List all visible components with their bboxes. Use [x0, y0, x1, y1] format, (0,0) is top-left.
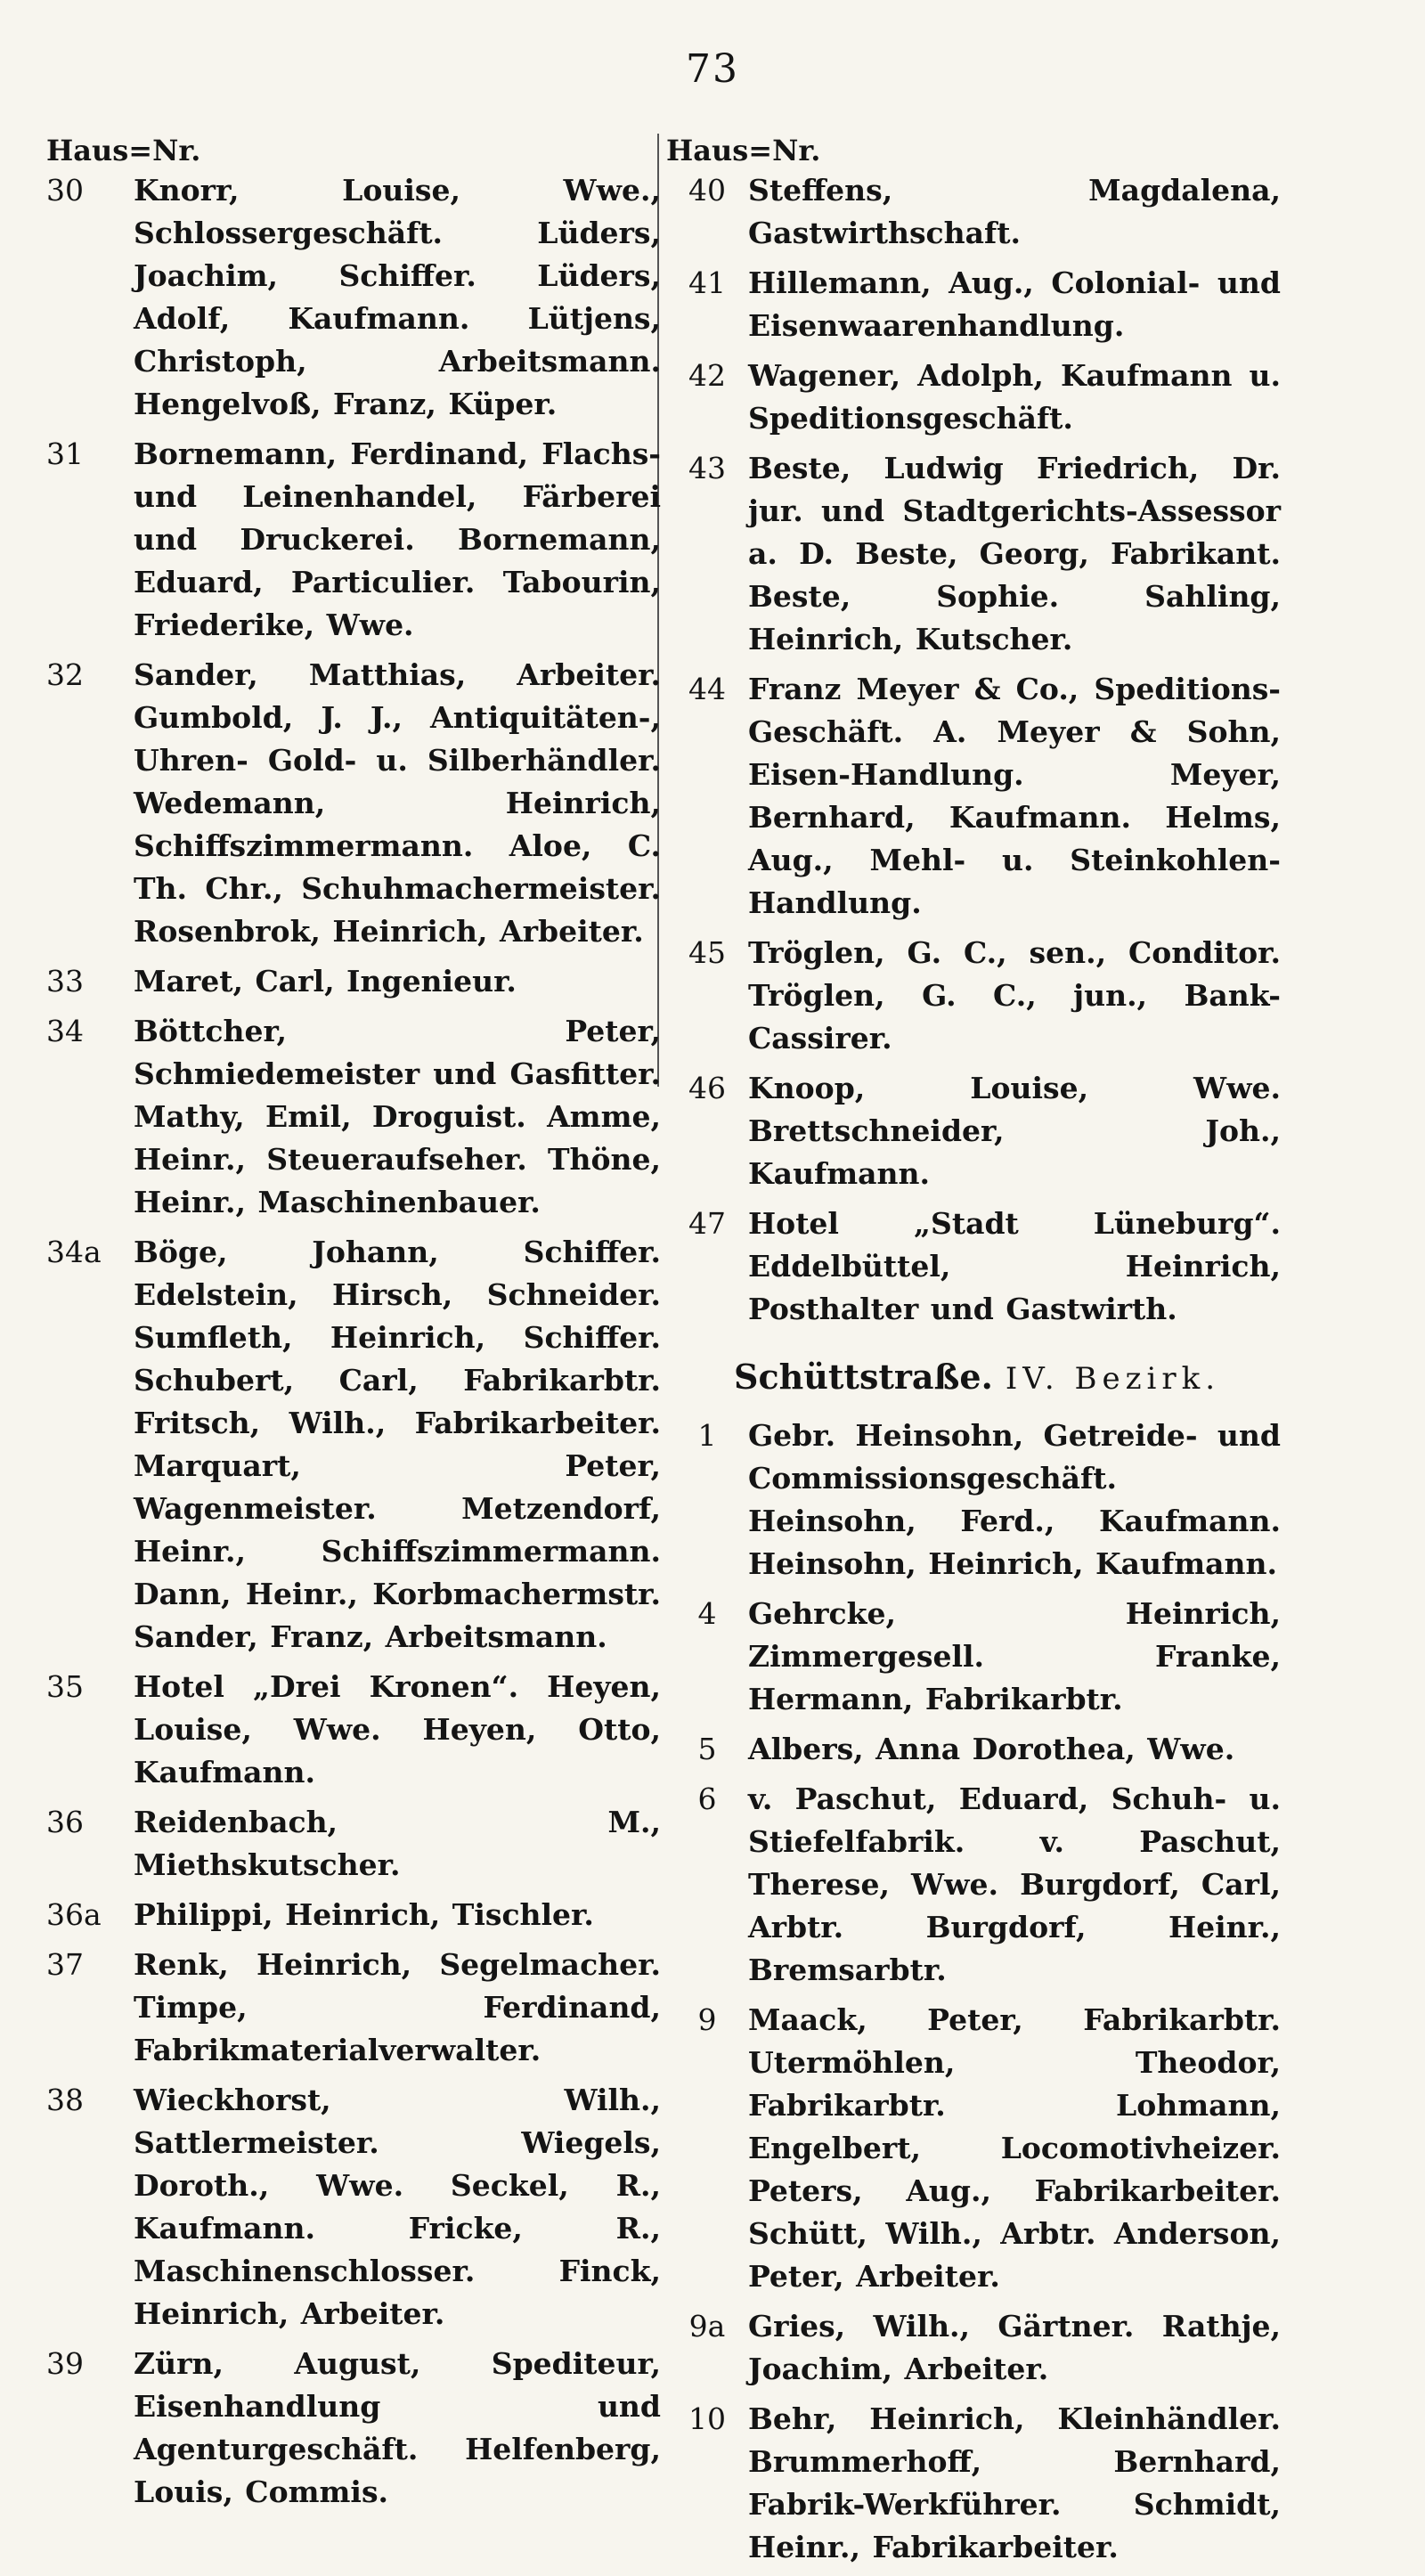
directory-entry [46, 1801, 661, 1887]
directory-entry [666, 1778, 1281, 1992]
directory-entry [46, 1666, 661, 1794]
house-number: 4 [697, 1596, 717, 1631]
entry-text: Wagener, Adolph, Kaufmann u. Speditionsgeschäft. [748, 358, 1281, 436]
directory-entry [46, 960, 661, 1003]
house-number: 42 [688, 358, 726, 393]
directory-entry [666, 1728, 1281, 1771]
house-number: 36 [46, 1805, 84, 1839]
house-number: 9a [688, 2309, 726, 2344]
left-column [46, 132, 661, 2521]
house-number: 38 [46, 2083, 84, 2117]
entry-text: Reidenbach, M., Miethskutscher. [134, 1805, 661, 1882]
house-number: 30 [46, 173, 84, 208]
entry-text: Steffens, Magdalena, Gastwirthschaft. [748, 173, 1281, 250]
entry-text: Sander, Matthias, Arbeiter. Gumbold, J. J., Antiquitäten-, Uhren- Gold- u. Silberhändler. Wedemann, Heinrich, Schiffszimmermann. Aloe, C. Th. Chr., Schuhmachermeister. Rosenbrok, Heinrich, Arbeiter. [134, 657, 661, 949]
directory-entry [666, 1067, 1281, 1195]
directory-entry [666, 668, 1281, 925]
directory-entry [46, 1231, 661, 1659]
house-number: 31 [46, 436, 84, 471]
house-number: 36a [46, 1897, 102, 1932]
directory-entry [666, 1593, 1281, 1721]
street-district: IV. Bezirk. [1005, 1361, 1221, 1397]
house-number: 40 [688, 173, 726, 208]
directory-entry [666, 1414, 1281, 1586]
entry-text: Böge, Johann, Schiffer. Edelstein, Hirsch, Schneider. Sumfleth, Heinrich, Schiffer. Schubert, Carl, Fabrikarbtr. Fritsch, Wilh., Fabrikarbeiter. Marquart, Peter, Wagenmeister. Metzendorf, Heinr., Schiffszimmermann. Dann, Heinr., Korbmachermstr. Sander, Franz, Arbeitsmann. [134, 1235, 661, 1654]
entry-text: Behr, Heinrich, Kleinhändler. Brummerhoff, Bernhard, Fabrik-Werkführer. Schmidt, Heinr., Fabrikarbeiter. [748, 2401, 1281, 2564]
entry-text: Knoop, Louise, Wwe. Brettschneider, Joh., Kaufmann. [748, 1071, 1281, 1191]
entry-text: Knorr, Louise, Wwe., Schlossergeschäft. Lüders, Joachim, Schiffer. Lüders, Adolf, Kaufmann. Lütjens, Christoph, Arbeitsmann. Hengelvoß, Franz, Küper. [134, 173, 661, 421]
house-number: 33 [46, 964, 84, 999]
house-number: 37 [46, 1947, 84, 1982]
directory-entry [666, 169, 1281, 255]
directory-entry [46, 1944, 661, 2072]
house-number: 44 [688, 672, 726, 706]
house-number: 45 [688, 935, 726, 970]
right-entries [666, 169, 1281, 1331]
directory-entry [46, 433, 661, 647]
entry-text: Franz Meyer & Co., Speditions-Geschäft. A. Meyer & Sohn, Eisen-Handlung. Meyer, Bernhard, Kaufmann. Helms, Aug., Mehl- u. Steinkohlen-Handlung. [748, 672, 1281, 920]
house-number: 1 [697, 1418, 717, 1453]
directory-entry [46, 1010, 661, 1224]
house-number: 43 [688, 451, 726, 485]
directory-entry [666, 2398, 1281, 2569]
entry-text: Wieckhorst, Wilh., Sattlermeister. Wiegels, Doroth., Wwe. Seckel, R., Kaufmann. Fricke, R., Maschinenschlosser. Finck, Heinrich, Arbeiter. [134, 2083, 661, 2331]
directory-entry [666, 447, 1281, 661]
directory-entry [666, 355, 1281, 440]
column-header: Haus=Nr. [666, 134, 821, 167]
house-number: 10 [688, 2401, 726, 2436]
street-entries [666, 1414, 1281, 2569]
entry-text: Beste, Ludwig Friedrich, Dr. jur. und Stadtgerichts-Assessor a. D. Beste, Georg, Fabrikant. Beste, Sophie. Sahling, Heinrich, Kutscher. [748, 451, 1281, 656]
directory-entry [666, 1202, 1281, 1331]
entry-text: Gehrcke, Heinrich, Zimmergesell. Franke, Hermann, Fabrikarbtr. [748, 1596, 1281, 1716]
directory-entry [46, 654, 661, 953]
column-header: Haus=Nr. [46, 134, 201, 167]
entry-text: Hillemann, Aug., Colonial- und Eisenwaarenhandlung. [748, 265, 1281, 343]
entry-text: Renk, Heinrich, Segelmacher. Timpe, Ferdinand, Fabrikmaterialverwalter. [134, 1947, 661, 2067]
street-heading [734, 1354, 1281, 1402]
directory-entry [666, 1999, 1281, 2298]
entry-text: Hotel „Drei Kronen“. Heyen, Louise, Wwe. Heyen, Otto, Kaufmann. [134, 1669, 661, 1789]
house-number: 39 [46, 2346, 84, 2381]
entry-text: Hotel „Stadt Lüneburg“. Eddelbüttel, Heinrich, Posthalter und Gastwirth. [748, 1206, 1281, 1326]
entry-text: Maret, Carl, Ingenieur. [134, 964, 517, 999]
directory-entry [46, 2079, 661, 2336]
entry-text: Böttcher, Peter, Schmiedemeister und Gasfitter. Mathy, Emil, Droguist. Amme, Heinr., Steueraufseher. Thöne, Heinr., Maschinenbauer. [134, 1014, 661, 1219]
entry-text: Gries, Wilh., Gärtner. Rathje, Joachim, Arbeiter. [748, 2309, 1281, 2386]
entry-text: Philippi, Heinrich, Tischler. [134, 1897, 594, 1932]
house-number: 47 [688, 1206, 726, 1241]
entry-text: Albers, Anna Dorothea, Wwe. [748, 1732, 1235, 1766]
house-number: 41 [688, 265, 726, 300]
entry-text: Maack, Peter, Fabrikarbtr. Utermöhlen, Theodor, Fabrikarbtr. Lohmann, Engelbert, Locomotivheizer. Peters, Aug., Fabrikarbeiter. Schütt, Wilh., Arbtr. Anderson, Peter, Arbeiter. [748, 2002, 1281, 2294]
house-number: 32 [46, 657, 84, 692]
street-name: Schüttstraße. [734, 1357, 993, 1397]
page-number: 73 [686, 46, 739, 92]
house-number: 9 [697, 2002, 717, 2037]
directory-entry [46, 2343, 661, 2514]
entry-text: Zürn, August, Spediteur, Eisenhandlung und Agenturgeschäft. Helfenberg, Louis, Commis. [134, 2346, 661, 2509]
entry-text: Gebr. Heinsohn, Getreide- und Commissionsgeschäft. Heinsohn, Ferd., Kaufmann. Heinsohn, Heinrich, Kaufmann. [748, 1418, 1281, 1581]
entry-text: Bornemann, Ferdinand, Flachs- und Leinenhandel, Färberei und Druckerei. Bornemann, Eduard, Particulier. Tabourin, Friederike, Wwe. [134, 436, 661, 642]
directory-entry [666, 932, 1281, 1060]
right-column [666, 132, 1281, 2576]
entry-text: Tröglen, G. C., sen., Conditor. Tröglen, G. C., jun., Bank-Cassirer. [748, 935, 1281, 1056]
left-entries [46, 169, 661, 2514]
directory-entry [46, 1894, 661, 1936]
directory-entry [666, 2305, 1281, 2391]
directory-entry [46, 169, 661, 426]
house-number: 34 [46, 1014, 84, 1048]
house-number: 34a [46, 1235, 102, 1269]
house-number: 35 [46, 1669, 84, 1704]
directory-entry [666, 262, 1281, 347]
house-number: 5 [697, 1732, 717, 1766]
house-number: 6 [697, 1781, 717, 1816]
entry-text: v. Paschut, Eduard, Schuh- u. Stiefelfabrik. v. Paschut, Therese, Wwe. Burgdorf, Carl, Arbtr. Burgdorf, Heinr., Bremsarbtr. [748, 1781, 1281, 1987]
house-number: 46 [688, 1071, 726, 1105]
